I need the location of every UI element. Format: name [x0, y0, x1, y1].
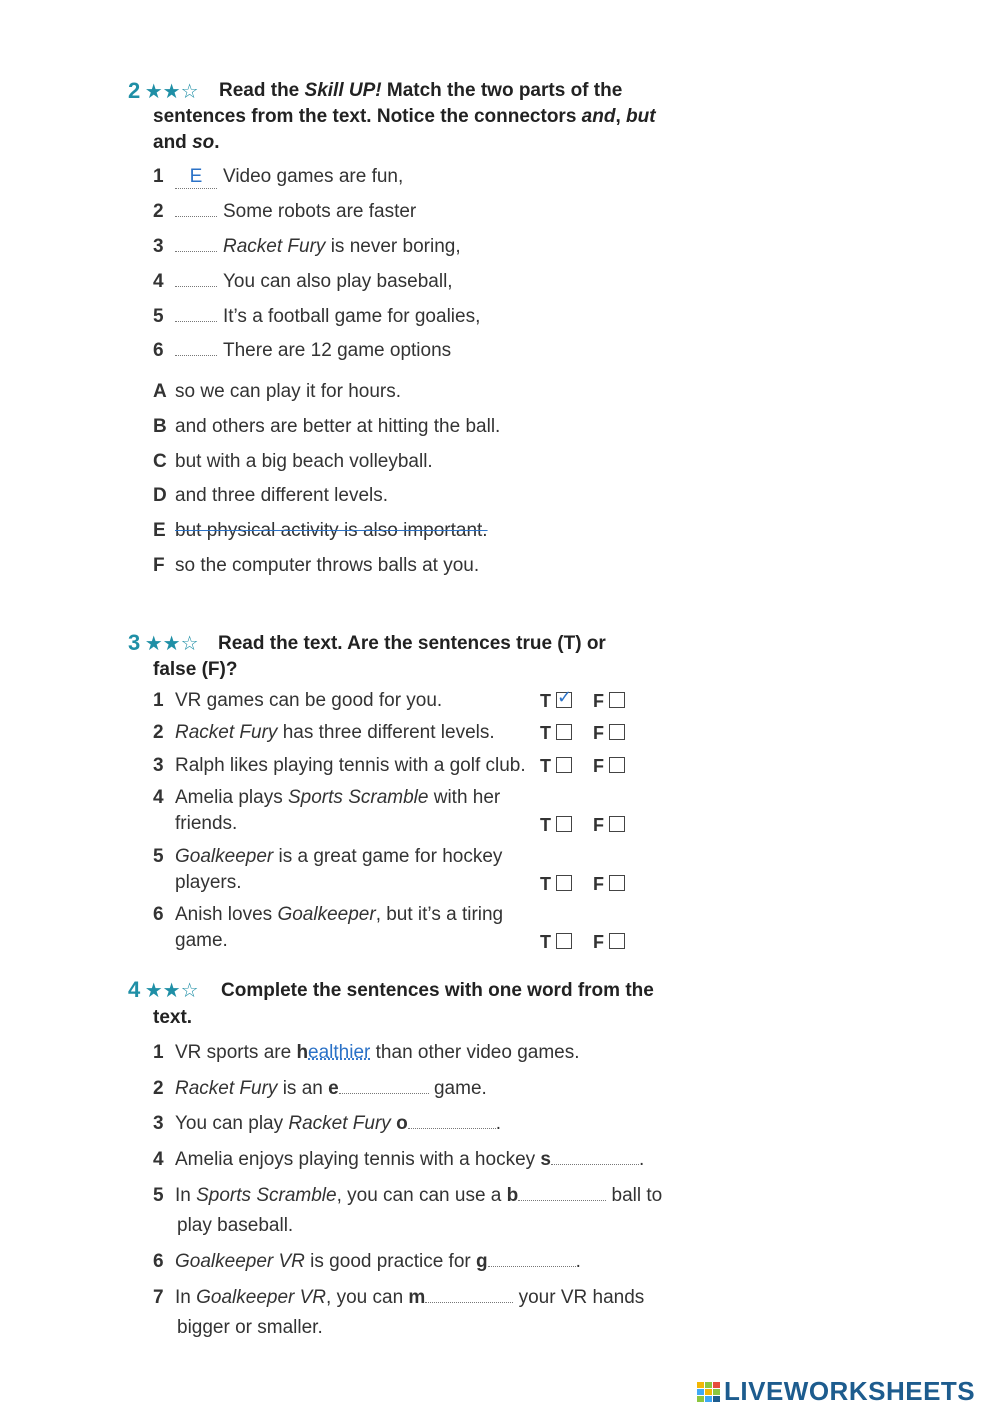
- answer-input[interactable]: [551, 1150, 639, 1165]
- answer-input[interactable]: [488, 1252, 576, 1267]
- tf-item-continued: players.: [175, 872, 242, 893]
- tf-item: 6 Anish loves Goalkeeper, but it’s a tiring: [153, 904, 504, 925]
- star-filled-icon: ★: [144, 81, 163, 103]
- tf-item: 3 Ralph likes playing tennis with a golf club.: [153, 755, 526, 776]
- difficulty-stars: [145, 631, 199, 656]
- exercise-3-header: [128, 630, 199, 656]
- star-empty-icon: ☆: [180, 633, 199, 655]
- completion-item: 6 Goalkeeper VR is good practice for g .: [153, 1251, 581, 1272]
- false-checkbox[interactable]: [609, 724, 625, 740]
- completion-item: 1 VR sports are healthier than other video games.: [153, 1042, 580, 1063]
- completion-item: 4 Amelia enjoys playing tennis with a hockey s .: [153, 1149, 645, 1170]
- answer-blank[interactable]: [175, 216, 217, 217]
- false-checkbox[interactable]: [609, 757, 625, 773]
- exercise-number: 3: [128, 630, 141, 655]
- liveworksheets-logo: [696, 1376, 975, 1407]
- star-filled-icon: ★: [162, 633, 181, 655]
- star-empty-icon: ☆: [180, 81, 199, 103]
- false-checkbox[interactable]: [609, 933, 625, 949]
- answer-blank[interactable]: [175, 355, 217, 356]
- answer-blank[interactable]: [175, 286, 217, 287]
- answer-input[interactable]: [408, 1114, 496, 1129]
- star-filled-icon: ★: [144, 980, 163, 1002]
- logo-text: LIVEWORKSHEETS: [724, 1376, 976, 1406]
- true-checkbox[interactable]: [556, 816, 572, 832]
- exercise-4-instruction-line1: Complete the sentences with one word from the: [221, 980, 654, 1001]
- answer-input[interactable]: [425, 1288, 513, 1303]
- tf-item: 5 Goalkeeper is a great game for hockey: [153, 846, 503, 867]
- match-option: B and others are better at hitting the ball.: [153, 416, 501, 437]
- liveworksheets-mark-icon: [696, 1381, 722, 1403]
- match-item: 1 E Video games are fun,: [153, 166, 404, 187]
- exercise-3-instruction-line2: false (F)?: [153, 659, 238, 680]
- completion-item-continued: bigger or smaller.: [177, 1317, 323, 1338]
- tf-choices: T F: [540, 815, 625, 836]
- completion-item-continued: play baseball.: [177, 1215, 294, 1236]
- match-option: F so the computer throws balls at you.: [153, 555, 480, 576]
- true-checkbox[interactable]: [556, 875, 572, 891]
- match-item: 6 There are 12 game options: [153, 340, 452, 361]
- star-filled-icon: ★: [162, 980, 181, 1002]
- true-checkbox[interactable]: [556, 933, 572, 949]
- completion-item: 3 You can play Racket Fury o .: [153, 1113, 501, 1134]
- answer-blank[interactable]: E: [175, 166, 217, 189]
- tf-item: 2 Racket Fury has three different levels.: [153, 722, 495, 743]
- completion-item: 2 Racket Fury is an e game.: [153, 1078, 487, 1099]
- star-filled-icon: ★: [162, 81, 181, 103]
- tf-item-continued: friends.: [175, 813, 238, 834]
- match-option-used: E but physical activity is also important.: [153, 520, 488, 541]
- exercise-4-header: [128, 977, 199, 1003]
- check-icon: ✓: [557, 687, 573, 707]
- exercise-3-instruction-line1: Read the text. Are the sentences true (T) or: [218, 633, 606, 654]
- false-checkbox[interactable]: [609, 816, 625, 832]
- tf-item: 4 Amelia plays Sports Scramble with her: [153, 787, 501, 808]
- exercise-number: 2: [128, 78, 141, 103]
- tf-choices: T F: [540, 756, 625, 777]
- completion-item: 7 In Goalkeeper VR, you can m your VR hands: [153, 1287, 645, 1308]
- tf-item: 1 VR games can be good for you.: [153, 690, 443, 711]
- answer-input[interactable]: [518, 1186, 606, 1201]
- match-item: 2 Some robots are faster: [153, 201, 417, 222]
- true-checkbox[interactable]: [556, 687, 573, 708]
- tf-choices: T F: [540, 723, 625, 744]
- exercise-number: 4: [128, 977, 141, 1002]
- false-checkbox[interactable]: [609, 875, 625, 891]
- true-checkbox[interactable]: [556, 757, 572, 773]
- tf-choices: T F: [540, 932, 625, 953]
- answer-blank[interactable]: [175, 251, 217, 252]
- answer-input[interactable]: ealthier: [308, 1042, 371, 1063]
- exercise-4-instruction-line2: text.: [153, 1007, 193, 1028]
- match-option: A so we can play it for hours.: [153, 381, 401, 402]
- star-empty-icon: ☆: [180, 980, 199, 1002]
- exercise-2-instruction: Read the Skill UP! Match the two parts of the sentences from the text. Notice the connectors and, but and so.: [153, 80, 656, 153]
- answer-input[interactable]: [339, 1079, 429, 1094]
- match-item: 3 Racket Fury is never boring,: [153, 236, 461, 257]
- false-checkbox[interactable]: [609, 692, 625, 708]
- completion-item: 5 In Sports Scramble, you can can use a b ball to: [153, 1185, 663, 1206]
- star-filled-icon: ★: [144, 633, 163, 655]
- difficulty-stars: [145, 978, 199, 1003]
- match-item: 5 It’s a football game for goalies,: [153, 306, 481, 327]
- match-option: C but with a big beach volleyball.: [153, 451, 433, 472]
- answer-blank[interactable]: [175, 321, 217, 322]
- tf-choices: T ✓ F: [540, 691, 625, 712]
- match-option: D and three different levels.: [153, 485, 389, 506]
- tf-choices: T F: [540, 874, 625, 895]
- tf-item-continued: game.: [175, 930, 228, 951]
- match-item: 4 You can also play baseball,: [153, 271, 453, 292]
- true-checkbox[interactable]: [556, 724, 572, 740]
